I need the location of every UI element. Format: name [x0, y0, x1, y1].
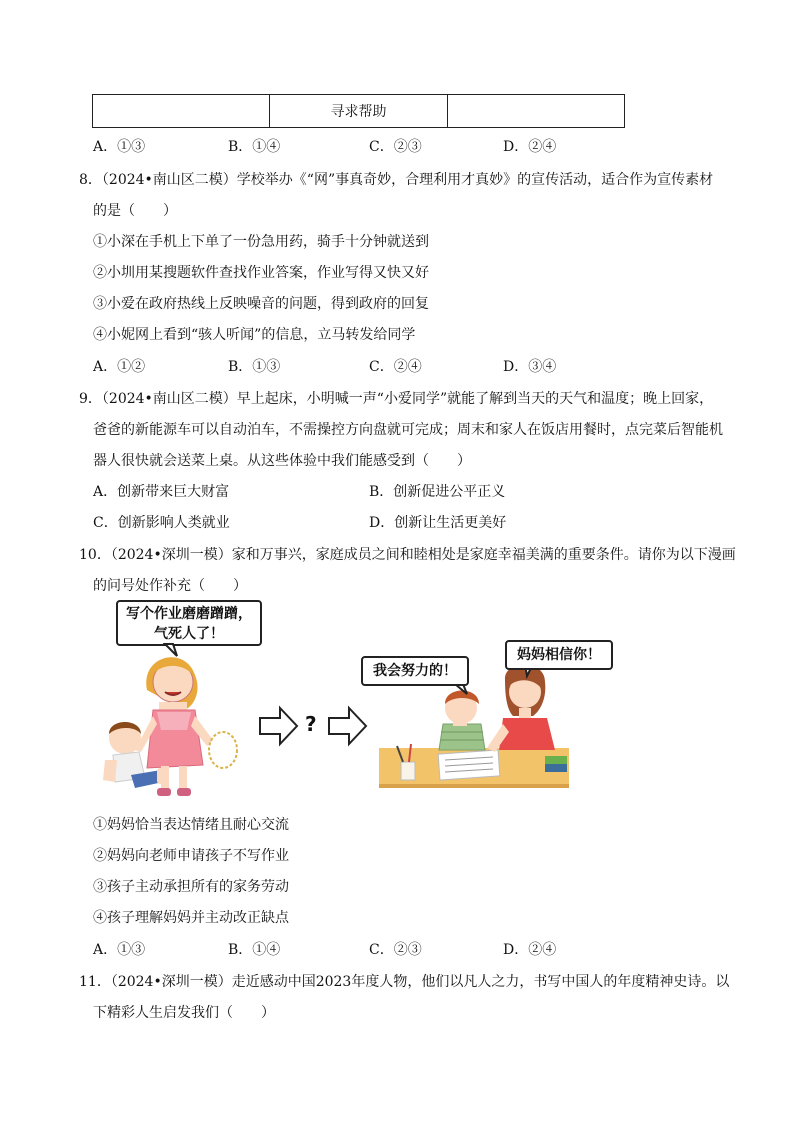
q9-stem-line3: 器人很快就会送菜上桌。从这些体验中我们能感受到（ ） [93, 453, 471, 469]
answer-table-row [92, 94, 625, 128]
arrow-right-icon [260, 708, 297, 744]
table-cell-3 [447, 95, 624, 127]
q9-option-c[interactable]: C．创新影响人类就业 [93, 515, 230, 531]
q8-item-1: ①小深在手机上下单了一份急用药，骑手十分钟就送到 [93, 234, 429, 250]
q7-option-b[interactable]: B．①④ [228, 139, 281, 155]
q8-stem-line1: 8．（2024•南山区二模）学校举办《“网”事真奇妙，合理利用才真妙》的宣传活动，适合作为宣传素材 [79, 172, 714, 188]
q10-option-a[interactable]: A．①③ [93, 942, 146, 958]
q9-stem-line1: 9．（2024•南山区二模）早上起床，小明喊一声“小爱同学”就能了解到当天的天气和温度；晚上回家， [79, 391, 714, 407]
table-cell-1 [93, 95, 269, 127]
q7-option-c[interactable]: C．②③ [369, 139, 422, 155]
q10-stem-line1: 10．（2024•深圳一模）家和万事兴，家庭成员之间和睦相处是家庭幸福美满的重要条件。请你为以下漫画 [79, 547, 736, 563]
q8-item-2: ②小圳用某搜题软件查找作业答案，作业写得又快又好 [93, 265, 429, 281]
speech-bubble-trusting-mom: 妈妈相信你！ [505, 640, 613, 670]
q8-option-c[interactable]: C．②④ [369, 359, 422, 375]
q8-option-a[interactable]: A．①② [93, 359, 146, 375]
q8-item-4: ④小妮网上看到“骇人听闻”的信息，立马转发给同学 [93, 327, 416, 343]
studying-boy-figure [439, 691, 485, 751]
q8-item-3: ③小爱在政府热线上反映噪音的问题，得到政府的回复 [93, 296, 429, 312]
bubble-text-line2: 气死人了！ [154, 626, 224, 642]
q8-option-b[interactable]: B．①③ [228, 359, 281, 375]
q10-item-1: ①妈妈恰当表达情绪且耐心交流 [93, 817, 289, 833]
bubble-tail [165, 644, 177, 656]
q10-option-d[interactable]: D．②④ [503, 942, 557, 958]
q7-option-a[interactable]: A．①③ [93, 139, 146, 155]
q10-item-3: ③孩子主动承担所有的家务劳动 [93, 879, 289, 895]
speech-bubble-child: 我会努力的！ [361, 656, 469, 686]
q9-option-b[interactable]: B．创新促进公平正义 [369, 484, 506, 500]
q9-option-a[interactable]: A．创新带来巨大财富 [93, 484, 230, 500]
comic-illustration [95, 600, 601, 805]
q10-stem-line2: 的问号处作补充（ ） [93, 578, 247, 594]
question-mark: ? [305, 712, 317, 736]
q10-item-4: ④孩子理解妈妈并主动改正缺点 [93, 910, 289, 926]
trusting-mom-figure [487, 665, 555, 753]
q7-option-d[interactable]: D．②④ [503, 139, 557, 155]
q9-stem-line2: 爸爸的新能源车可以自动泊车，不需操控方向盘就可完成；周末和家人在饭店用餐时，点完菜后智能机 [93, 422, 723, 438]
q9-option-d[interactable]: D．创新让生活更美好 [369, 515, 507, 531]
arrow-right-icon [329, 708, 366, 744]
q8-option-d[interactable]: D．③④ [503, 359, 557, 375]
q11-stem-line2: 下精彩人生启发我们（ ） [93, 1005, 275, 1021]
q10-option-b[interactable]: B．①④ [228, 942, 281, 958]
q8-stem-line2: 的是（ ） [93, 203, 177, 219]
comic-drawing [95, 600, 585, 805]
table-cell-2: 寻求帮助 [269, 95, 446, 127]
q11-stem-line1: 11．（2024•深圳一模）走近感动中国2023年度人物，他们以凡人之力，书写中国人的年度精神史诗。以 [79, 974, 730, 990]
pencil-cup-icon [401, 762, 415, 780]
bubble-text-line1: 写个作业磨磨蹭蹭， [126, 606, 252, 622]
q10-item-2: ②妈妈向老师申请孩子不写作业 [93, 848, 289, 864]
q10-option-c[interactable]: C．②③ [369, 942, 422, 958]
